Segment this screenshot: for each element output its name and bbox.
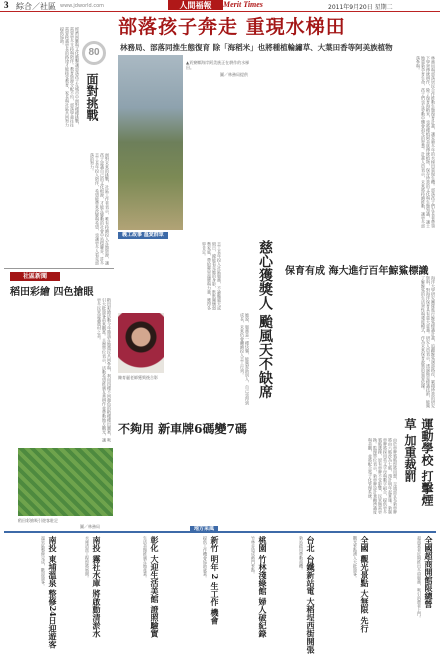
top-left-feature xyxy=(4,13,114,268)
feature-title: 面對挑戰 xyxy=(85,73,99,121)
bottom-story-title: 新竹 明年 2 生工作 機會 xyxy=(210,536,220,625)
rice-field-photo xyxy=(18,448,113,516)
divider xyxy=(4,268,114,269)
center-story-body-2: 她說，服務是一種快樂，能夠幫助別人，自己也得到成長，未來仍會繼續投入志工行列。 xyxy=(240,313,250,405)
photo-credit: 圖／林務局 xyxy=(80,524,100,529)
issue-date: 2011年9月20日 星期二 xyxy=(328,4,393,11)
bottom-story-title: 全國超商開館限總營 xyxy=(424,536,434,608)
story-title: 稻田彩繪 四色搶眼 xyxy=(10,287,94,298)
masthead xyxy=(0,0,440,12)
bottom-story-body: 觀光景點湧入大批遊客。 xyxy=(353,536,358,580)
bottom-story-body: 溫泉區整修完成，歡迎遊客。 xyxy=(41,536,46,588)
center-story-body: 志工長年投入社區服務，不論颱風天或假日，總能看見她的身影，默默關懷弱勢家庭，帶給鄰里溫暖與力量，獲得各界肯定。 xyxy=(202,242,222,310)
photo-caption: 稻田彩繪吸引遊客駐足 xyxy=(18,518,58,523)
bottom-story-title: 全國 觀光景點 大無限 先行 xyxy=(360,536,370,633)
right-story-body: 海洋大學研究團隊進行鯨鯊標識計畫，追蹤鯨鯊洄游路徑，累積珍貴的研究資料，對海洋保育具有重大意義。研究人員表示，透過衛星標識技術，能夠了解鯨鯊的生活習性與遷徙模式，作為未來保育政策的重要依據。 xyxy=(421,276,436,408)
middle-story-body: 由於車牌號碼即將用罄，交通部宣布新車牌將由六碼改為七碼，預計明年起實施。新制車牌將採用英文字母與數字組合，提供更多號碼選擇，原有車牌不受影響，民眾無需更換。監理單位表示，新車牌設計兼顧辨識度與美觀，並將配合電子化管理系統。 xyxy=(368,438,398,514)
newspaper-logo-en: Merit Times xyxy=(223,0,263,9)
bottom-story-body: 生活美館推廣在地產業。 xyxy=(143,536,148,580)
bottom-bar: 地方采風 xyxy=(190,526,218,533)
badge-icon: 80 xyxy=(82,41,106,65)
lead-subhead: 林務局、部落同推生態復育 除「海稻米」也將種植輪繡草、大葉田香等阿美族植物 xyxy=(120,43,393,52)
bottom-story-body: 超商業者近期推出多項服務，吸引消費者上門。 xyxy=(417,536,422,620)
lead-headline: 部落孩子奔走 重現水梯田 xyxy=(118,16,346,38)
right-story-title: 保育有成 海大進行百年鯨鯊標識 xyxy=(285,266,429,277)
bottom-stories xyxy=(4,536,436,660)
story-body: 稻田彩繪活動今年邀請在地農民共同參與，利用四種不同顏色的稻種種出圖案，吸引大批遊客前來觀賞。主辦單位表示，活動希望推廣友善耕作並帶動地方觀光，讓更多民眾認識農村之美。 xyxy=(97,298,112,442)
newspaper-logo: 人間福報 xyxy=(168,0,223,10)
portrait-photo xyxy=(118,313,164,373)
feature-tag: 義工故事 溫愛群眾 xyxy=(118,232,168,239)
section-name: 綜合／社區 xyxy=(16,2,56,11)
middle-headline: 不夠用 新車牌6碼變7碼 xyxy=(118,422,247,436)
bottom-story-title: 南投 東埔溫泉 整修24日迎遊客 xyxy=(48,536,58,649)
bottom-rule xyxy=(4,531,436,533)
right-vertical-title: 運動學校 打擊煙草 加重裁罰 xyxy=(403,418,434,507)
lead-body: 林務局與部落居民合作推動生態復育計畫，讓荒廢多年的水梯田重現生機。部落孩子們在長者帶領下學習傳統耕作，除了復育海稻米，也將種植阿美族傳統植物，保存珍貴的文化與生態知識，讓土地重新孕育生命，孩子們也在勞動中體會祖先的智慧。計畫人員表示，未來將持續推動，讓更多部落參與。 xyxy=(416,56,436,228)
lead-photo xyxy=(118,55,183,230)
page-number: 3 xyxy=(4,0,9,10)
bottom-story-title: 桃園 竹林淺綠館 婦人破紀錄 xyxy=(258,536,268,638)
bottom-story-body: 水庫清淤工程即將展開。 xyxy=(85,536,90,580)
bottom-story-body: 新站啟用帶動商機。 xyxy=(299,536,304,572)
site-url[interactable]: www.jdworld.com xyxy=(60,3,104,9)
bottom-story-body: 竹林步道成熱門景點。 xyxy=(251,536,256,576)
portrait-caption: 陳育麗老師獲獎後合影 xyxy=(118,375,158,380)
lead-photo-credit: 圖／林務局提供 xyxy=(220,72,248,77)
center-story-title: 慈心獲獎人 颱風天不缺席 xyxy=(257,240,273,399)
bottom-story-title: 南投 霧社水庫 將啟動清淤水 xyxy=(92,536,102,638)
section-tag: 社區新聞 xyxy=(10,272,60,281)
lead-photo-caption: ▲貢寮鄉海岸阿美族正在耕作的水梯田。 xyxy=(186,60,250,70)
feature-body-top: 經濟困難與文化衝擊讓部落孩子在城市中面對種種挑戰，需要更多支持與陪伴。教育資源分配不均，部落學童往往需要跨越更長的路途才能接受教育，家長與社區共同努力提供協助。 xyxy=(60,27,80,127)
bottom-story-title: 台北 台鐵新站電 大稻埕西街開張 xyxy=(306,536,316,654)
bottom-story-body: 提供工作機會協助就業。 xyxy=(203,536,208,580)
bottom-story-title: 彰化 大迎生活美館 證照驗實 xyxy=(150,536,160,638)
feature-body-bottom: 面對未來的挑戰，社區工作者表示，唯有持續投入在地資源，讓孩子認識自己的文化根源，才能在變動的社會中站穩腳步。許多志工長年投入陪伴，希望能帶來改變與希望，也讓更多人看見部落的努力。 xyxy=(90,153,110,265)
